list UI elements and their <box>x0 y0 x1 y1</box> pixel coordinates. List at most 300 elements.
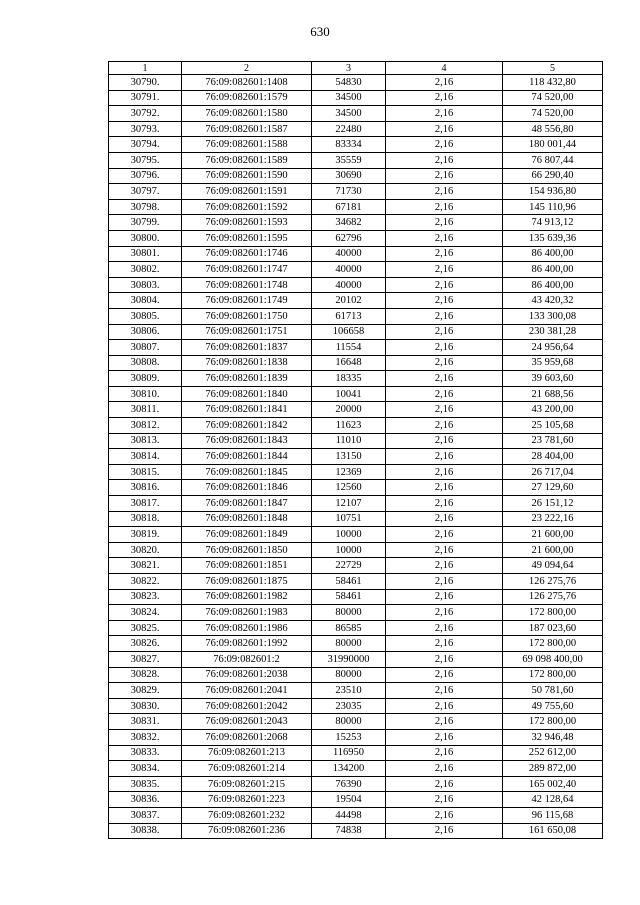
rate-cell: 2,16 <box>386 355 503 371</box>
area-cell: 11010 <box>312 433 386 449</box>
area-cell: 61713 <box>312 308 386 324</box>
cadastral-number-cell: 76:09:082601:1875 <box>182 574 312 590</box>
amount-cell: 27 129,60 <box>503 480 603 496</box>
row-number-cell: 30817. <box>109 496 182 512</box>
row-number-cell: 30792. <box>109 106 182 122</box>
cadastral-number-cell: 76:09:082601:1843 <box>182 433 312 449</box>
rate-cell: 2,16 <box>386 75 503 91</box>
table-row <box>109 168 603 184</box>
cadastral-number-cell: 76:09:082601:214 <box>182 761 312 777</box>
rate-cell: 2,16 <box>386 371 503 387</box>
cadastral-number-cell: 76:09:082601:1837 <box>182 340 312 356</box>
rate-cell: 2,16 <box>386 729 503 745</box>
table-row <box>109 449 603 465</box>
table-row <box>109 121 603 137</box>
cadastral-number-cell: 76:09:082601:1592 <box>182 199 312 215</box>
rate-cell: 2,16 <box>386 807 503 823</box>
amount-cell: 126 275,76 <box>503 574 603 590</box>
row-number-cell: 30811. <box>109 402 182 418</box>
amount-cell: 96 115,68 <box>503 807 603 823</box>
amount-cell: 42 128,64 <box>503 792 603 808</box>
table-row <box>109 620 603 636</box>
amount-cell: 86 400,00 <box>503 262 603 278</box>
amount-cell: 25 105,68 <box>503 418 603 434</box>
cadastral-number-cell: 76:09:082601:1588 <box>182 137 312 153</box>
table-row <box>109 402 603 418</box>
table-row <box>109 807 603 823</box>
rate-cell: 2,16 <box>386 558 503 574</box>
cadastral-number-cell: 76:09:082601:2038 <box>182 667 312 683</box>
column-header: 4 <box>386 62 503 75</box>
rate-cell: 2,16 <box>386 542 503 558</box>
table-row <box>109 527 603 543</box>
cadastral-number-cell: 76:09:082601:1589 <box>182 152 312 168</box>
cadastral-number-cell: 76:09:082601:2068 <box>182 729 312 745</box>
rate-cell: 2,16 <box>386 246 503 262</box>
amount-cell: 74 520,00 <box>503 90 603 106</box>
table-row <box>109 277 603 293</box>
area-cell: 10041 <box>312 386 386 402</box>
amount-cell: 50 781,60 <box>503 683 603 699</box>
area-cell: 10751 <box>312 511 386 527</box>
rate-cell: 2,16 <box>386 277 503 293</box>
row-number-cell: 30819. <box>109 527 182 543</box>
area-cell: 67181 <box>312 199 386 215</box>
row-number-cell: 30818. <box>109 511 182 527</box>
table-row <box>109 714 603 730</box>
rate-cell: 2,16 <box>386 636 503 652</box>
table-row <box>109 480 603 496</box>
table-row <box>109 152 603 168</box>
table-row <box>109 776 603 792</box>
amount-cell: 32 946,48 <box>503 729 603 745</box>
area-cell: 40000 <box>312 277 386 293</box>
row-number-cell: 30810. <box>109 386 182 402</box>
amount-cell: 69 098 400,00 <box>503 651 603 667</box>
cadastral-number-cell: 76:09:082601:1746 <box>182 246 312 262</box>
row-number-cell: 30795. <box>109 152 182 168</box>
cadastral-number-cell: 76:09:082601:1846 <box>182 480 312 496</box>
area-cell: 23035 <box>312 698 386 714</box>
area-cell: 134200 <box>312 761 386 777</box>
amount-cell: 39 603,60 <box>503 371 603 387</box>
rate-cell: 2,16 <box>386 698 503 714</box>
area-cell: 11554 <box>312 340 386 356</box>
rate-cell: 2,16 <box>386 651 503 667</box>
row-number-cell: 30791. <box>109 90 182 106</box>
cadastral-number-cell: 76:09:082601:1850 <box>182 542 312 558</box>
cadastral-number-cell: 76:09:082601:2 <box>182 651 312 667</box>
cadastral-number-cell: 76:09:082601:1580 <box>182 106 312 122</box>
row-number-cell: 30821. <box>109 558 182 574</box>
table-row <box>109 542 603 558</box>
row-number-cell: 30829. <box>109 683 182 699</box>
table-row <box>109 75 603 91</box>
row-number-cell: 30805. <box>109 308 182 324</box>
rate-cell: 2,16 <box>386 589 503 605</box>
data-table <box>108 61 603 839</box>
area-cell: 16648 <box>312 355 386 371</box>
cadastral-number-cell: 76:09:082601:236 <box>182 823 312 839</box>
row-number-cell: 30816. <box>109 480 182 496</box>
rate-cell: 2,16 <box>386 293 503 309</box>
cadastral-number-cell: 76:09:082601:1983 <box>182 605 312 621</box>
rate-cell: 2,16 <box>386 184 503 200</box>
area-cell: 23510 <box>312 683 386 699</box>
cadastral-number-cell: 76:09:082601:1748 <box>182 277 312 293</box>
area-cell: 80000 <box>312 667 386 683</box>
cadastral-number-cell: 76:09:082601:1747 <box>182 262 312 278</box>
table-row <box>109 137 603 153</box>
rate-cell: 2,16 <box>386 620 503 636</box>
row-number-cell: 30820. <box>109 542 182 558</box>
table-row <box>109 106 603 122</box>
area-cell: 11623 <box>312 418 386 434</box>
area-cell: 12560 <box>312 480 386 496</box>
amount-cell: 165 002,40 <box>503 776 603 792</box>
cadastral-number-cell: 76:09:082601:2041 <box>182 683 312 699</box>
rate-cell: 2,16 <box>386 215 503 231</box>
rate-cell: 2,16 <box>386 230 503 246</box>
column-header: 3 <box>312 62 386 75</box>
cadastral-number-cell: 76:09:082601:1841 <box>182 402 312 418</box>
amount-cell: 21 600,00 <box>503 542 603 558</box>
row-number-cell: 30828. <box>109 667 182 683</box>
amount-cell: 126 275,76 <box>503 589 603 605</box>
row-number-cell: 30838. <box>109 823 182 839</box>
area-cell: 34500 <box>312 90 386 106</box>
area-cell: 12107 <box>312 496 386 512</box>
table-row <box>109 667 603 683</box>
area-cell: 116950 <box>312 745 386 761</box>
row-number-cell: 30813. <box>109 433 182 449</box>
table-row <box>109 651 603 667</box>
area-cell: 34682 <box>312 215 386 231</box>
row-number-cell: 30836. <box>109 792 182 808</box>
rate-cell: 2,16 <box>386 683 503 699</box>
cadastral-number-cell: 76:09:082601:223 <box>182 792 312 808</box>
rate-cell: 2,16 <box>386 137 503 153</box>
row-number-cell: 30796. <box>109 168 182 184</box>
cadastral-number-cell: 76:09:082601:1844 <box>182 449 312 465</box>
row-number-cell: 30815. <box>109 464 182 480</box>
row-number-cell: 30806. <box>109 324 182 340</box>
cadastral-number-cell: 76:09:082601:1751 <box>182 324 312 340</box>
row-number-cell: 30834. <box>109 761 182 777</box>
table-row <box>109 511 603 527</box>
column-header: 1 <box>109 62 182 75</box>
amount-cell: 49 094,64 <box>503 558 603 574</box>
cadastral-number-cell: 76:09:082601:1749 <box>182 293 312 309</box>
rate-cell: 2,16 <box>386 324 503 340</box>
rate-cell: 2,16 <box>386 511 503 527</box>
table-row <box>109 355 603 371</box>
row-number-cell: 30833. <box>109 745 182 761</box>
rate-cell: 2,16 <box>386 714 503 730</box>
table-row <box>109 340 603 356</box>
amount-cell: 26 717,04 <box>503 464 603 480</box>
rate-cell: 2,16 <box>386 496 503 512</box>
cadastral-number-cell: 76:09:082601:213 <box>182 745 312 761</box>
rate-cell: 2,16 <box>386 527 503 543</box>
area-cell: 58461 <box>312 574 386 590</box>
area-cell: 74838 <box>312 823 386 839</box>
amount-cell: 252 612,00 <box>503 745 603 761</box>
amount-cell: 154 936,80 <box>503 184 603 200</box>
amount-cell: 23 222,16 <box>503 511 603 527</box>
cadastral-number-cell: 76:09:082601:1838 <box>182 355 312 371</box>
table-row <box>109 324 603 340</box>
table-row <box>109 729 603 745</box>
amount-cell: 172 800,00 <box>503 636 603 652</box>
rate-cell: 2,16 <box>386 792 503 808</box>
area-cell: 10000 <box>312 542 386 558</box>
rate-cell: 2,16 <box>386 574 503 590</box>
table-row <box>109 418 603 434</box>
rate-cell: 2,16 <box>386 464 503 480</box>
amount-cell: 76 807,44 <box>503 152 603 168</box>
area-cell: 22480 <box>312 121 386 137</box>
row-number-cell: 30814. <box>109 449 182 465</box>
amount-cell: 86 400,00 <box>503 246 603 262</box>
cadastral-number-cell: 76:09:082601:1587 <box>182 121 312 137</box>
cadastral-number-cell: 76:09:082601:1839 <box>182 371 312 387</box>
row-number-cell: 30835. <box>109 776 182 792</box>
area-cell: 35559 <box>312 152 386 168</box>
cadastral-number-cell: 76:09:082601:1845 <box>182 464 312 480</box>
row-number-cell: 30799. <box>109 215 182 231</box>
amount-cell: 48 556,80 <box>503 121 603 137</box>
table-header-row <box>109 62 603 75</box>
amount-cell: 26 151,12 <box>503 496 603 512</box>
amount-cell: 21 688,56 <box>503 386 603 402</box>
table-row <box>109 464 603 480</box>
table-row <box>109 215 603 231</box>
cadastral-number-cell: 76:09:082601:1848 <box>182 511 312 527</box>
rate-cell: 2,16 <box>386 106 503 122</box>
cadastral-number-cell: 76:09:082601:1579 <box>182 90 312 106</box>
area-cell: 20102 <box>312 293 386 309</box>
area-cell: 80000 <box>312 605 386 621</box>
row-number-cell: 30807. <box>109 340 182 356</box>
row-number-cell: 30797. <box>109 184 182 200</box>
table-row <box>109 262 603 278</box>
amount-cell: 135 639,36 <box>503 230 603 246</box>
rate-cell: 2,16 <box>386 776 503 792</box>
table-row <box>109 433 603 449</box>
cadastral-number-cell: 76:09:082601:2043 <box>182 714 312 730</box>
amount-cell: 145 110,96 <box>503 199 603 215</box>
rate-cell: 2,16 <box>386 340 503 356</box>
table-row <box>109 636 603 652</box>
cadastral-number-cell: 76:09:082601:1840 <box>182 386 312 402</box>
table-row <box>109 230 603 246</box>
amount-cell: 24 956,64 <box>503 340 603 356</box>
cadastral-number-cell: 76:09:082601:215 <box>182 776 312 792</box>
amount-cell: 161 650,08 <box>503 823 603 839</box>
table-row <box>109 683 603 699</box>
rate-cell: 2,16 <box>386 418 503 434</box>
rate-cell: 2,16 <box>386 168 503 184</box>
amount-cell: 43 200,00 <box>503 402 603 418</box>
cadastral-number-cell: 76:09:082601:1595 <box>182 230 312 246</box>
row-number-cell: 30802. <box>109 262 182 278</box>
row-number-cell: 30794. <box>109 137 182 153</box>
area-cell: 34500 <box>312 106 386 122</box>
amount-cell: 21 600,00 <box>503 527 603 543</box>
rate-cell: 2,16 <box>386 90 503 106</box>
cadastral-number-cell: 76:09:082601:1750 <box>182 308 312 324</box>
area-cell: 18335 <box>312 371 386 387</box>
row-number-cell: 30831. <box>109 714 182 730</box>
cadastral-number-cell: 76:09:082601:1847 <box>182 496 312 512</box>
table-body <box>109 75 603 839</box>
cadastral-number-cell: 76:09:082601:1992 <box>182 636 312 652</box>
area-cell: 54830 <box>312 75 386 91</box>
table-row <box>109 293 603 309</box>
table-row <box>109 199 603 215</box>
table-row <box>109 605 603 621</box>
rate-cell: 2,16 <box>386 433 503 449</box>
rate-cell: 2,16 <box>386 386 503 402</box>
table-row <box>109 371 603 387</box>
row-number-cell: 30830. <box>109 698 182 714</box>
cadastral-number-cell: 76:09:082601:1986 <box>182 620 312 636</box>
area-cell: 76390 <box>312 776 386 792</box>
rate-cell: 2,16 <box>386 308 503 324</box>
cadastral-number-cell: 76:09:082601:1982 <box>182 589 312 605</box>
row-number-cell: 30793. <box>109 121 182 137</box>
rate-cell: 2,16 <box>386 480 503 496</box>
rate-cell: 2,16 <box>386 667 503 683</box>
row-number-cell: 30832. <box>109 729 182 745</box>
rate-cell: 2,16 <box>386 262 503 278</box>
area-cell: 40000 <box>312 246 386 262</box>
table-row <box>109 574 603 590</box>
rate-cell: 2,16 <box>386 121 503 137</box>
amount-cell: 49 755,60 <box>503 698 603 714</box>
area-cell: 58461 <box>312 589 386 605</box>
row-number-cell: 30801. <box>109 246 182 262</box>
row-number-cell: 30800. <box>109 230 182 246</box>
table-row <box>109 823 603 839</box>
amount-cell: 172 800,00 <box>503 714 603 730</box>
row-number-cell: 30825. <box>109 620 182 636</box>
area-cell: 106658 <box>312 324 386 340</box>
row-number-cell: 30803. <box>109 277 182 293</box>
area-cell: 19504 <box>312 792 386 808</box>
row-number-cell: 30826. <box>109 636 182 652</box>
cadastral-number-cell: 76:09:082601:232 <box>182 807 312 823</box>
row-number-cell: 30812. <box>109 418 182 434</box>
table-row <box>109 745 603 761</box>
cadastral-number-cell: 76:09:082601:1593 <box>182 215 312 231</box>
table-row <box>109 386 603 402</box>
area-cell: 13150 <box>312 449 386 465</box>
cadastral-number-cell: 76:09:082601:1408 <box>182 75 312 91</box>
area-cell: 62796 <box>312 230 386 246</box>
amount-cell: 230 381,28 <box>503 324 603 340</box>
table-row <box>109 761 603 777</box>
area-cell: 86585 <box>312 620 386 636</box>
table-row <box>109 558 603 574</box>
table-row <box>109 90 603 106</box>
rate-cell: 2,16 <box>386 745 503 761</box>
area-cell: 80000 <box>312 636 386 652</box>
area-cell: 80000 <box>312 714 386 730</box>
cadastral-number-cell: 76:09:082601:1849 <box>182 527 312 543</box>
row-number-cell: 30804. <box>109 293 182 309</box>
row-number-cell: 30808. <box>109 355 182 371</box>
amount-cell: 289 872,00 <box>503 761 603 777</box>
amount-cell: 187 023,60 <box>503 620 603 636</box>
area-cell: 22729 <box>312 558 386 574</box>
area-cell: 20000 <box>312 402 386 418</box>
area-cell: 71730 <box>312 184 386 200</box>
cadastral-number-cell: 76:09:082601:1590 <box>182 168 312 184</box>
rate-cell: 2,16 <box>386 605 503 621</box>
area-cell: 10000 <box>312 527 386 543</box>
row-number-cell: 30824. <box>109 605 182 621</box>
cadastral-number-cell: 76:09:082601:1851 <box>182 558 312 574</box>
row-number-cell: 30822. <box>109 574 182 590</box>
table-row <box>109 246 603 262</box>
row-number-cell: 30827. <box>109 651 182 667</box>
table-row <box>109 496 603 512</box>
column-header: 2 <box>182 62 312 75</box>
amount-cell: 23 781,60 <box>503 433 603 449</box>
area-cell: 31990000 <box>312 651 386 667</box>
amount-cell: 118 432,80 <box>503 75 603 91</box>
table-row <box>109 698 603 714</box>
column-header: 5 <box>503 62 603 75</box>
area-cell: 12369 <box>312 464 386 480</box>
cadastral-number-cell: 76:09:082601:1842 <box>182 418 312 434</box>
amount-cell: 172 800,00 <box>503 667 603 683</box>
amount-cell: 172 800,00 <box>503 605 603 621</box>
page-number: 630 <box>310 24 330 39</box>
row-number-cell: 30823. <box>109 589 182 605</box>
amount-cell: 35 959,68 <box>503 355 603 371</box>
amount-cell: 66 290,40 <box>503 168 603 184</box>
row-number-cell: 30809. <box>109 371 182 387</box>
amount-cell: 74 520,00 <box>503 106 603 122</box>
table-row <box>109 792 603 808</box>
amount-cell: 86 400,00 <box>503 277 603 293</box>
rate-cell: 2,16 <box>386 761 503 777</box>
area-cell: 40000 <box>312 262 386 278</box>
rate-cell: 2,16 <box>386 449 503 465</box>
amount-cell: 133 300,08 <box>503 308 603 324</box>
amount-cell: 28 404,00 <box>503 449 603 465</box>
row-number-cell: 30837. <box>109 807 182 823</box>
area-cell: 30690 <box>312 168 386 184</box>
amount-cell: 180 001,44 <box>503 137 603 153</box>
rate-cell: 2,16 <box>386 823 503 839</box>
row-number-cell: 30790. <box>109 75 182 91</box>
table-row <box>109 308 603 324</box>
amount-cell: 74 913,12 <box>503 215 603 231</box>
rate-cell: 2,16 <box>386 152 503 168</box>
row-number-cell: 30798. <box>109 199 182 215</box>
table-row <box>109 589 603 605</box>
area-cell: 15253 <box>312 729 386 745</box>
rate-cell: 2,16 <box>386 402 503 418</box>
area-cell: 83334 <box>312 137 386 153</box>
cadastral-number-cell: 76:09:082601:2042 <box>182 698 312 714</box>
amount-cell: 43 420,32 <box>503 293 603 309</box>
table-row <box>109 184 603 200</box>
